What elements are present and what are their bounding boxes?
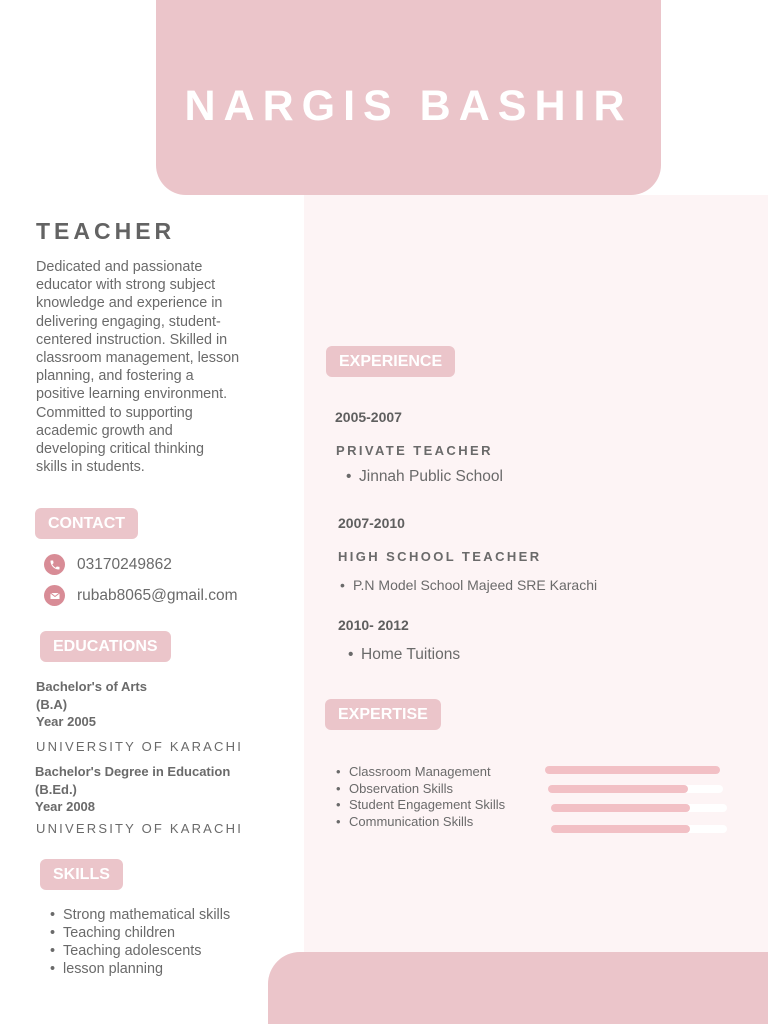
experience-place: • Jinnah Public School [344, 468, 503, 486]
summary-line: Committed to supporting [36, 404, 193, 421]
experience-years: 2010- 2012 [338, 617, 409, 633]
summary-line: educator with strong subject [36, 277, 216, 294]
footer-decoration [268, 952, 768, 1024]
expertise-bar-fill [551, 825, 690, 833]
phone-number: 03170249862 [77, 555, 172, 573]
university-name: UNIVERSITY OF KARACHI [36, 739, 244, 754]
expertise-bar [545, 766, 720, 774]
education-entry-2 [35, 763, 230, 816]
job-role-title: TEACHER [36, 218, 176, 244]
education-heading: EDUCATIONS [40, 631, 171, 662]
expertise-list [334, 764, 505, 830]
experience-place: • P.N Model School Majeed SRE Karachi [338, 577, 597, 593]
contact-heading: CONTACT [35, 508, 138, 539]
mail-icon [44, 585, 65, 606]
experience-heading: EXPERIENCE [326, 346, 455, 377]
degree-abbreviation: (B.A) [36, 696, 68, 712]
summary-line: developing critical thinking [36, 441, 204, 458]
skill-item: • Teaching children [48, 924, 230, 942]
contact-email-row [44, 585, 238, 606]
experience-place-list [346, 646, 460, 664]
experience-place: • Home Tuitions [346, 646, 460, 664]
expertise-bar-fill [545, 766, 720, 774]
skills-heading: SKILLS [40, 859, 123, 890]
skills-list [48, 906, 230, 978]
expertise-item: • Communication Skills [334, 814, 505, 831]
university-name: UNIVERSITY OF KARACHI [36, 821, 244, 836]
summary-line: skills in students. [36, 459, 145, 476]
expertise-heading: EXPERTISE [325, 699, 441, 730]
contact-phone-row [44, 554, 172, 575]
degree-abbreviation: (B.Ed.) [35, 781, 77, 797]
degree-name: Bachelor's Degree in Education [35, 764, 231, 779]
summary-line: planning, and fostering a [36, 368, 194, 385]
email-address: rubab8065@gmail.com [77, 586, 238, 604]
expertise-bar [548, 785, 723, 793]
expertise-item: • Classroom Management [334, 764, 505, 781]
expertise-bar [551, 825, 727, 833]
degree-year: Year 2005 [36, 714, 97, 729]
skill-item: • lesson planning [48, 960, 230, 978]
expertise-bar-fill [551, 804, 690, 812]
skill-item: • Strong mathematical skills [48, 906, 230, 924]
expertise-item: • Observation Skills [334, 781, 505, 798]
degree-year: Year 2008 [35, 799, 96, 814]
experience-years: 2005-2007 [335, 409, 402, 425]
expertise-bar-fill [548, 785, 688, 793]
profile-summary [36, 258, 261, 476]
degree-name: Bachelor's of Arts [36, 679, 147, 694]
summary-line: knowledge and experience in [36, 295, 223, 312]
experience-place-list [344, 468, 503, 486]
experience-place-list [338, 577, 597, 593]
right-panel-background [304, 195, 768, 1024]
skill-item: • Teaching adolescents [48, 942, 230, 960]
candidate-name: NARGIS BASHIR [184, 82, 633, 130]
experience-job-title: PRIVATE TEACHER [336, 443, 493, 458]
summary-line: centered instruction. Skilled in [36, 331, 228, 348]
summary-line: Dedicated and passionate [36, 259, 203, 275]
experience-years: 2007-2010 [338, 515, 405, 531]
expertise-item: • Student Engagement Skills [334, 797, 505, 814]
experience-job-title: HIGH SCHOOL TEACHER [338, 549, 542, 564]
summary-line: positive learning environment. [36, 386, 228, 403]
expertise-bar [551, 804, 727, 812]
summary-line: academic growth and [36, 422, 173, 439]
education-entry-1 [36, 678, 147, 731]
summary-line: classroom management, lesson [36, 350, 240, 367]
phone-icon [44, 554, 65, 575]
summary-line: delivering engaging, student- [36, 313, 221, 330]
